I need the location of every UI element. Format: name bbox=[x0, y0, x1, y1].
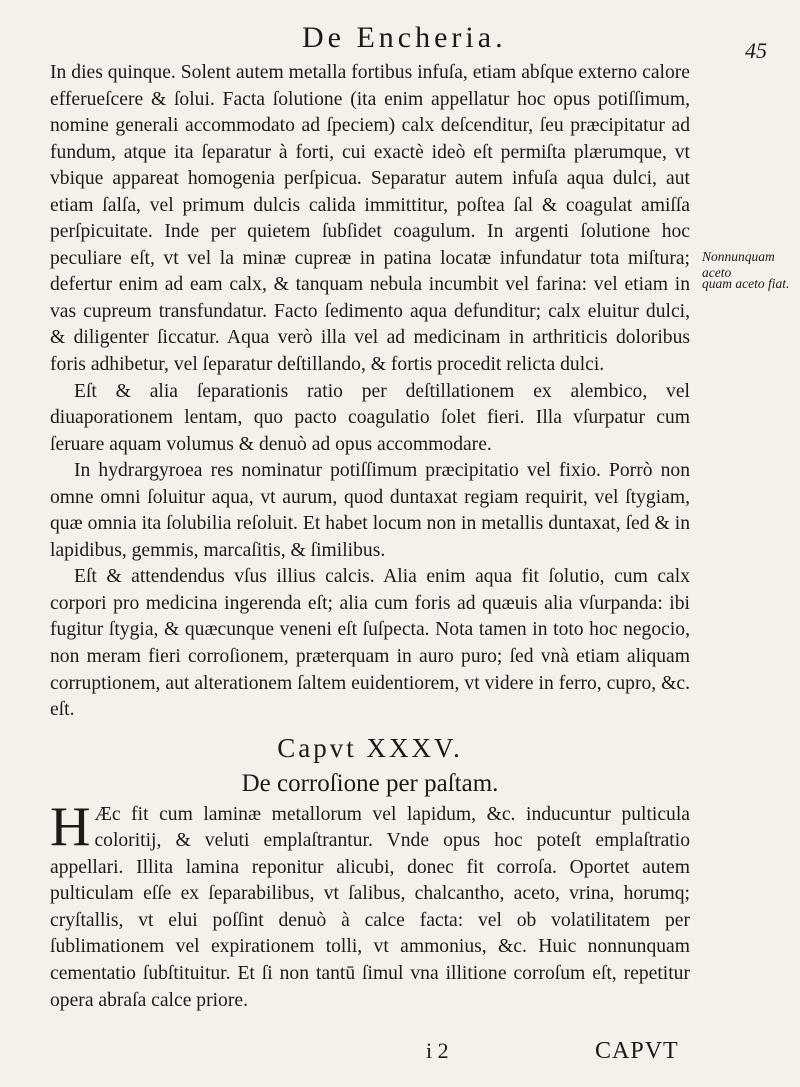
chapter-text: Æc fit cum laminæ metallorum vel lapidum, &c. inducuntur pulticula coloritij, & veluti emplaſtrantur. Vnde opus hoc poteſt emplaſtratio appellari. Illita lamina reponitur alicubi, donec fit corroſa. Oportet autem pulticulam eſſe ex ſeparabilibus, vt ſalibus, chalcantho, aceto, vrina, horumq; cryſtallis, vt elui poſſint denuò à calce facta: vel ob volatilitatem per ſublimationem vel expirationem tolli, vt ammonius, &c. Huic nonnunquam cementatio ſubſtituitur. Et ſi non tantū ſimul vna illitione corroſum eſt, repetitur opera abraſa calce priore. bbox=[50, 803, 690, 1011]
signature-mark: i 2 bbox=[426, 1038, 449, 1063]
chapter-paragraph bbox=[50, 795, 690, 1014]
running-head bbox=[0, 14, 800, 64]
drop-cap: H bbox=[50, 795, 91, 858]
running-title: De Encheria. bbox=[302, 21, 507, 54]
paragraph: Eſt & alia ſeparationis ratio per deſtillationem ex alembico, vel diuaporationem lentam, quo pacto coagulatio ſolet fieri. Illa vſurpatur cum ſeruare aquam volumus & denuò ad opus accommodare. bbox=[50, 380, 690, 455]
chapter-subtitle: De corroſione per paſtam. bbox=[241, 769, 499, 797]
margin-note: quam aceto fiat. bbox=[702, 276, 790, 291]
paragraph: Eſt & attendendus vſus illius calcis. Alia enim aqua fit ſolutio, cum calx corpori pro medicina ingerenda eſt; alia cum foris ad quæuis alia vſurpanda: ibi fugitur ſtygia, & quæcunque veneni eſt ſuſpecta. Nota tamen in toto hoc negocio, non meram fieri corroſionem, præterquam in auro puro; ſed vnà etiam aliquam corruptionem, aut alterationem ſaltem euidentiorem, vt videre in ferro, cupro, &c. eſt. bbox=[50, 566, 690, 721]
paragraph: In hydrargyroea res nominatur potiſſimum præcipitatio vel fixio. Porrò non omne omni ſoluitur aqua, vt aurum, quod duntaxat regiam requirit, vel ſtygiam, quæ omnia ita ſolubilia reſoluit. Et habet locum non in metallis duntaxat, ſed & in lapidibus, gemmis, marcaſitis, & ſimilibus. bbox=[50, 460, 690, 561]
chapter-heading: Capvt XXXV. bbox=[277, 732, 463, 763]
paragraph: In dies quinque. Solent autem metalla fortibus infuſa, etiam abſque externo calore efferueſcere & ſolui. Facta ſolutione (ita enim appellatur hoc opus potiſſimum, nomine generali accommodato ad ſpeciem) calx deſcenditur, ſeu præcipitatur ad fundum, atque ita ſeparatur à forti, cui exactè ideò eſt permiſta plærumque, vt vbique appareat homogenia perſpicua. Separatur autem infuſa aqua dulci, aut etiam ſalſa, vel primum dulcis calida immittitur, poſtea ſal & coagulat amiſſa perſpicuitate. Inde per quietem ſubſidet coagulum. In argenti ſolutione hoc peculiare eſt, vt vel la minæ cupreæ in patina locatæ infundatur tota miſtura; defertur enim ad eam calx, & tanquam nebula incumbit vel farina: vel etiam in vas cupreum transfundatur. Facto ſedimento aqua defunditur; calx eluitur dulci, & diligenter ſiccatur. Aqua verò illa vel ad medicinam in arthriticis doloribus foris adhibetur, vel ſeparatur deſtillando, & fortis procedit relicta dulci. bbox=[50, 62, 690, 376]
body-text bbox=[50, 60, 690, 1014]
page-footer bbox=[0, 1034, 800, 1068]
margin-note: Nonnunquam aceto bbox=[702, 249, 775, 280]
catchword: CAPVT bbox=[595, 1038, 679, 1064]
page-number: 45 bbox=[745, 38, 767, 63]
